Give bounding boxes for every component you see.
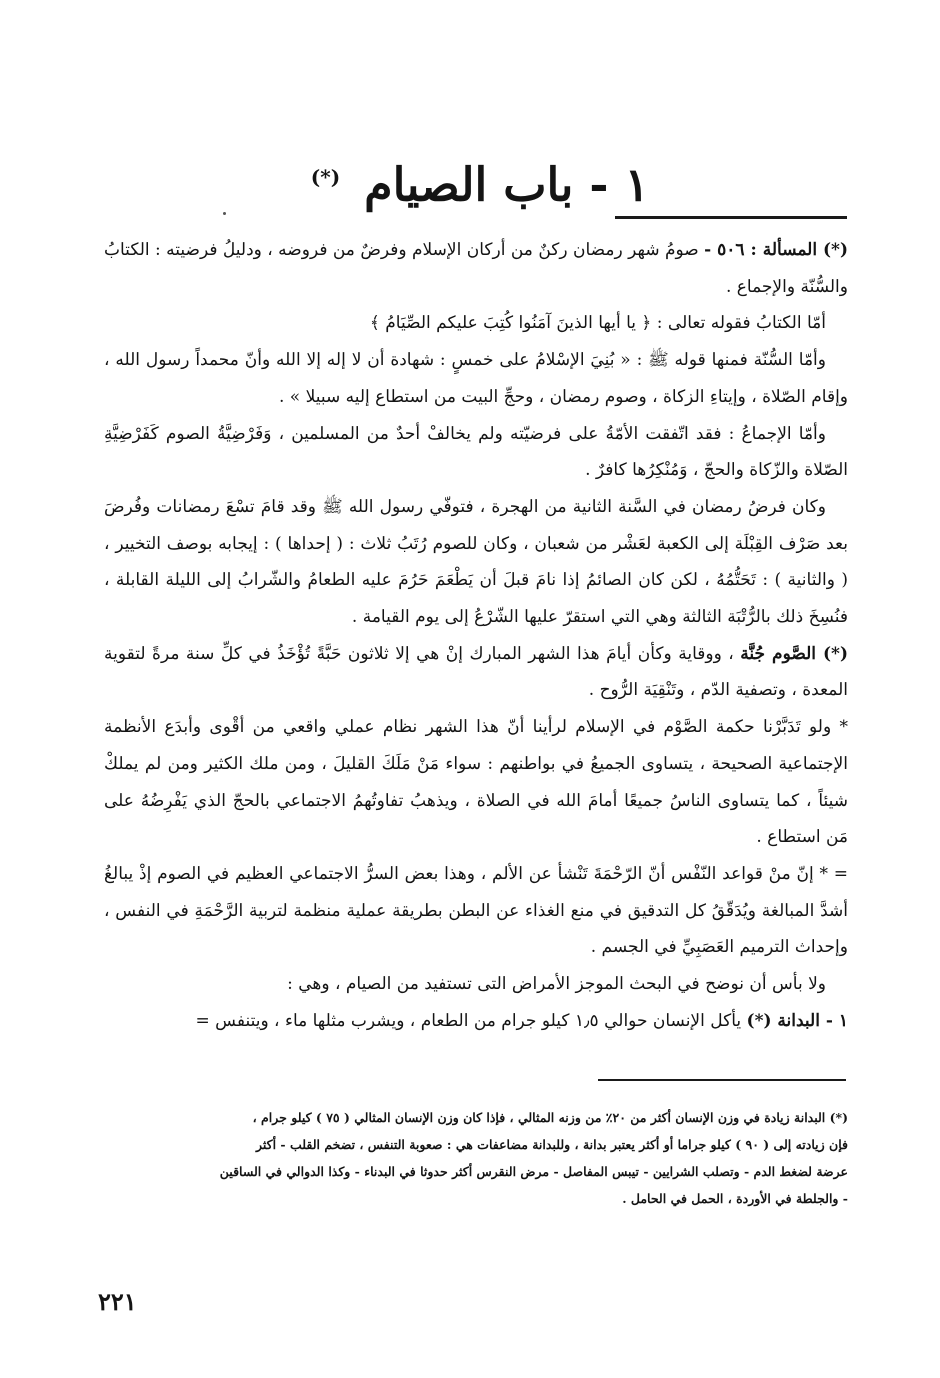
paragraph-obesity xyxy=(104,1003,848,1040)
page-number: ٢٢١ xyxy=(98,1287,137,1316)
footnote-divider xyxy=(598,1079,846,1081)
chapter-title xyxy=(300,142,660,219)
paragraph-issue-506 xyxy=(104,232,848,305)
title-divider xyxy=(615,216,847,219)
paragraph-wisdom: * ولو تَدَبَّرْنا حكمة الصَّوْم في الإسلام لرأينا أنّ هذا الشهر نظام عملي واقعي من أقْوى وأبدَع الأنظمة الإجتماعية الصحيحة ، يتساوى الجميعُ في بواطنهم : سواء مَنْ مَلَكَ القليلَ ، ومن ملك الكثير ومن لم يملكْ شيئاً ، كما يتساوى الناسُ جميعًا أمامَ الله في الصلاة ، ويذهبُ تفاوتُهمُ الاجتماعي بالحجّ الذي يَفْرِضُهُ على مَن استطاع . xyxy=(104,717,848,848)
paragraph-quran: أمّا الكتابُ فقوله تعالى : ﴿ يا أيها الذينَ آمَنُوا كُتِبَ عليكم الصِّيَامُ ﴾ xyxy=(369,313,826,334)
scan-speck xyxy=(223,212,226,215)
paragraph-fasting-shield xyxy=(104,636,848,709)
footnote-line: - والجلطة في الأوردة ، الحمل في الحامل . xyxy=(622,1191,848,1206)
footnote-line: عرضة لضغط الدم - وتصلب الشرايين - تيبس المفاصل - مرض النقرس أكثر حدوثا في البدناء - وكذا الدوالي في الساقين xyxy=(219,1164,848,1179)
main-text xyxy=(104,232,848,1039)
paragraph-diseases-intro: ولا بأس أن نوضح في البحث الموجز الأمراض التى تستفيد من الصيام ، وهي : xyxy=(287,974,826,995)
paragraph-sunnah: وأمّا السُّنّة فمنها قوله ﷺ : « بُنِيَ الإسْلامُ على خمسٍ : شهادة أن لا إله إلا الله وأنّ محمداً رسول الله ، وإقام الصّلاة ، وإيتاءِ الزكاة ، وصوم رمضان ، وحجِّ البيت من استطاع إليه سبيلا » . xyxy=(104,350,848,407)
footnote xyxy=(104,1104,848,1212)
fasting-shield-heading: (*) الصَّوم جُنَّة xyxy=(740,643,848,664)
chapter-title-footnote-mark: (*) xyxy=(310,165,341,189)
paragraph-mercy: = * إنّ منْ قواعد النّفْس أنّ الرّحْمَةَ تَنْشأ عن الألم ، وهذا بعض السرُّ الاجتماعي العظيم في الصوم إذْ يبالغُ أشدَّ المبالغة ويُدَقّقُ كل التدقيق في منع الغذاء عن البطن بطريقة عملية منظمة لتربية الرَّحْمَةِ في النفس ، وإحداث الترميم العَصَبِيِّ في الجسم . xyxy=(104,863,848,958)
obesity-text: يأكل الإنسان حوالي ١٫٥ كيلو جرام من الطعام ، ويشرب مثلها ماء ، ويتنفس = xyxy=(195,1010,742,1031)
issue-text: صومُ شهر رمضان ركنٌ من أركان الإسلام وفرضٌ من فروضه ، ودليلُ فرضيته : الكتابُ والسُّنّة والإجماع . xyxy=(104,240,848,297)
obesity-heading: ١ - البدانة (*) xyxy=(746,1010,848,1031)
footnote-line: (*) البدانة زيادة في وزن الإنسان أكثر من ٢٠٪ من وزنه المثالي ، فإذا كان وزن الإنسان المثالي ( ٧٥ ) كيلو جرام ، xyxy=(252,1110,848,1125)
footnote-line: فإن زيادته إلى ( ٩٠ ) كيلو جراما أو أكثر يعتبر بدانة ، وللبدانة مضاعفات هي : صعوبة التنفس ، تضخم القلب - أكثر xyxy=(255,1137,848,1152)
fasting-shield-text: ، ووقاية وكأن أيامَ هذا الشهر المبارك إنْ هي إلا ثلاثون حَبَّةً تُؤْخَذُ في كلِّ سنة مرةً لتقوية المعدة ، وتصفية الدّم ، وتَنْقِيَة الرُّوح . xyxy=(104,643,848,701)
issue-heading: (*) المسألة : ٥٠٦ - xyxy=(704,240,848,260)
paragraph-ijma: وأمّا الإجماعُ : فقد اتّفقت الأمّةُ على فرضيّته ولم يخالفْ أحدٌ من المسلمين ، وَفَرْضِيَّةُ الصوم كَفَرْضِيَّةِ الصّلاة والزّكاة والحجّ ، وَمُنْكِرُها كافرٌ . xyxy=(104,423,848,481)
paragraph-history: وكان فرضُ رمضان في السَّنة الثانية من الهجرة ، فتوفّي رسول الله ﷺ وقد قامَ تسْعَ رمضانات وفُرضَ بعد صَرْف القِبْلَة إلى الكعبة لعَشْر من شعبان ، وكان للصوم رُتَبُ ثلاث : ( إحداها ) : إيجابه بوصف التخيير ، ( والثانية ) : تَحَتُّمُهُ ، لكن كان الصائمُ إذا نامَ قبلَ أن يَطْعَمَ حَرُمَ عليه الطعامُ والشّرابُ إلى الليلة القابلة ، فنُسِخَ ذلك بالرُّتْبَة الثالثة وهي التي استقرّ عليها الشّرْعُ إلى يوم القيامة . xyxy=(104,496,848,628)
chapter-title-text: ١ - باب الصيام xyxy=(364,157,650,212)
